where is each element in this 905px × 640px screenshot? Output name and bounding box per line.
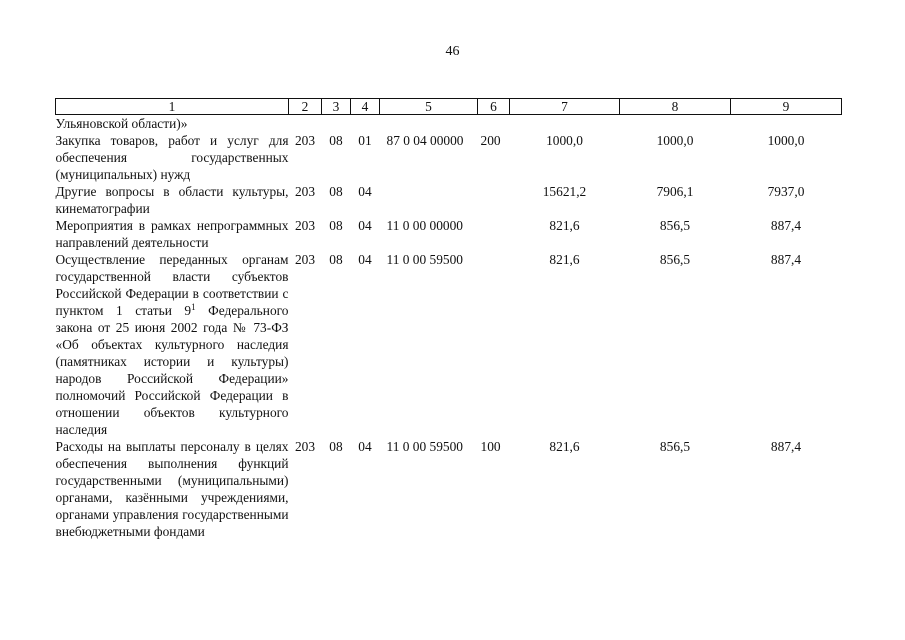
row-value-3: 887,4 bbox=[770, 252, 802, 267]
row-pr: 01 bbox=[358, 133, 372, 148]
row-vr bbox=[478, 115, 510, 133]
table-row bbox=[56, 251, 842, 438]
row-gr: 203 bbox=[294, 184, 316, 199]
row-name: Закупка товаров, работ и услуг для обеспечения государственных (муниципальных) нужд bbox=[55, 133, 289, 182]
row-rz: 08 bbox=[329, 133, 343, 148]
row-value-3: 887,4 bbox=[770, 439, 802, 454]
table-row bbox=[56, 132, 842, 183]
row-value-1: 821,6 bbox=[549, 439, 580, 454]
row-value-3: 7937,0 bbox=[767, 184, 805, 199]
row-rz bbox=[322, 115, 351, 133]
row-vr: 100 bbox=[480, 439, 501, 454]
table-row bbox=[56, 115, 842, 133]
column-header: 2 bbox=[289, 99, 322, 115]
row-csr bbox=[380, 115, 478, 133]
row-value-3: 1000,0 bbox=[767, 133, 805, 148]
row-value-3 bbox=[731, 115, 842, 133]
row-value-1: 821,6 bbox=[549, 252, 580, 267]
row-value-1: 1000,0 bbox=[546, 133, 583, 148]
row-pr bbox=[351, 115, 380, 133]
column-header: 5 bbox=[380, 99, 478, 115]
row-vr bbox=[478, 217, 510, 251]
row-value-2: 856,5 bbox=[659, 218, 691, 233]
row-vr bbox=[478, 183, 510, 217]
row-pr: 04 bbox=[358, 184, 372, 199]
column-header: 1 bbox=[56, 99, 289, 115]
row-name: Другие вопросы в области культуры, кинематографии bbox=[55, 184, 289, 216]
row-value-2 bbox=[620, 115, 731, 133]
row-gr bbox=[289, 115, 322, 133]
column-header: 3 bbox=[322, 99, 351, 115]
row-pr: 04 bbox=[358, 218, 372, 233]
page-number: 46 bbox=[445, 44, 460, 59]
row-pr: 04 bbox=[358, 439, 372, 454]
row-vr bbox=[478, 251, 510, 438]
row-rz: 08 bbox=[329, 439, 343, 454]
row-name-continuation: Федерального закона от 25 июня 2002 года № 73-ФЗ «Об объектах культурного наследия (памятниках истории и культуры) народов Российской Федерации» полномочий Российской Федерации в отношении объектов культурного наследия bbox=[55, 303, 289, 437]
column-header: 7 bbox=[510, 99, 620, 115]
column-header: 6 bbox=[478, 99, 510, 115]
row-value-1: 15621,2 bbox=[542, 184, 587, 199]
row-csr: 11 0 00 59500 bbox=[386, 252, 463, 267]
row-gr: 203 bbox=[294, 439, 316, 454]
budget-table bbox=[55, 98, 842, 540]
row-value-1 bbox=[510, 115, 620, 133]
row-csr: 11 0 00 00000 bbox=[386, 218, 463, 233]
row-name: Ульяновской области)» bbox=[55, 116, 188, 131]
row-name: Расходы на выплаты персоналу в целях обеспечения выполнения функций государственными (муниципальными) органами, казёнными учреждениями, органами управления государственными внебюджетными фондами bbox=[55, 439, 289, 539]
table-row bbox=[56, 217, 842, 251]
row-name bbox=[56, 251, 289, 438]
footnote-superscript: 1 bbox=[191, 302, 196, 312]
row-value-2: 7906,1 bbox=[656, 184, 694, 199]
row-value-2: 856,5 bbox=[659, 252, 691, 267]
row-gr: 203 bbox=[294, 252, 316, 267]
row-pr: 04 bbox=[358, 252, 372, 267]
row-gr: 203 bbox=[294, 218, 316, 233]
row-value-1: 821,6 bbox=[549, 218, 580, 233]
table-row bbox=[56, 183, 842, 217]
row-vr: 200 bbox=[480, 133, 501, 148]
row-rz: 08 bbox=[329, 218, 343, 233]
row-name: Мероприятия в рамках непрограммных направлений деятельности bbox=[55, 218, 289, 250]
row-rz: 08 bbox=[329, 252, 343, 267]
row-value-3: 887,4 bbox=[770, 218, 802, 233]
row-rz: 08 bbox=[329, 184, 343, 199]
column-header: 9 bbox=[731, 99, 842, 115]
row-value-2: 856,5 bbox=[659, 439, 691, 454]
row-gr: 203 bbox=[294, 133, 316, 148]
row-name-text: Осуществление переданных органам государственной власти субъектов Российской Федерации в соответствии с пунктом 1 статьи 9 bbox=[55, 252, 289, 318]
row-csr bbox=[380, 183, 478, 217]
table-header-row bbox=[56, 99, 842, 115]
row-value-2: 1000,0 bbox=[656, 133, 694, 148]
row-csr: 11 0 00 59500 bbox=[386, 439, 463, 454]
row-csr: 87 0 04 00000 bbox=[386, 133, 464, 148]
column-header: 8 bbox=[620, 99, 731, 115]
column-header: 4 bbox=[351, 99, 380, 115]
table-row bbox=[56, 438, 842, 540]
